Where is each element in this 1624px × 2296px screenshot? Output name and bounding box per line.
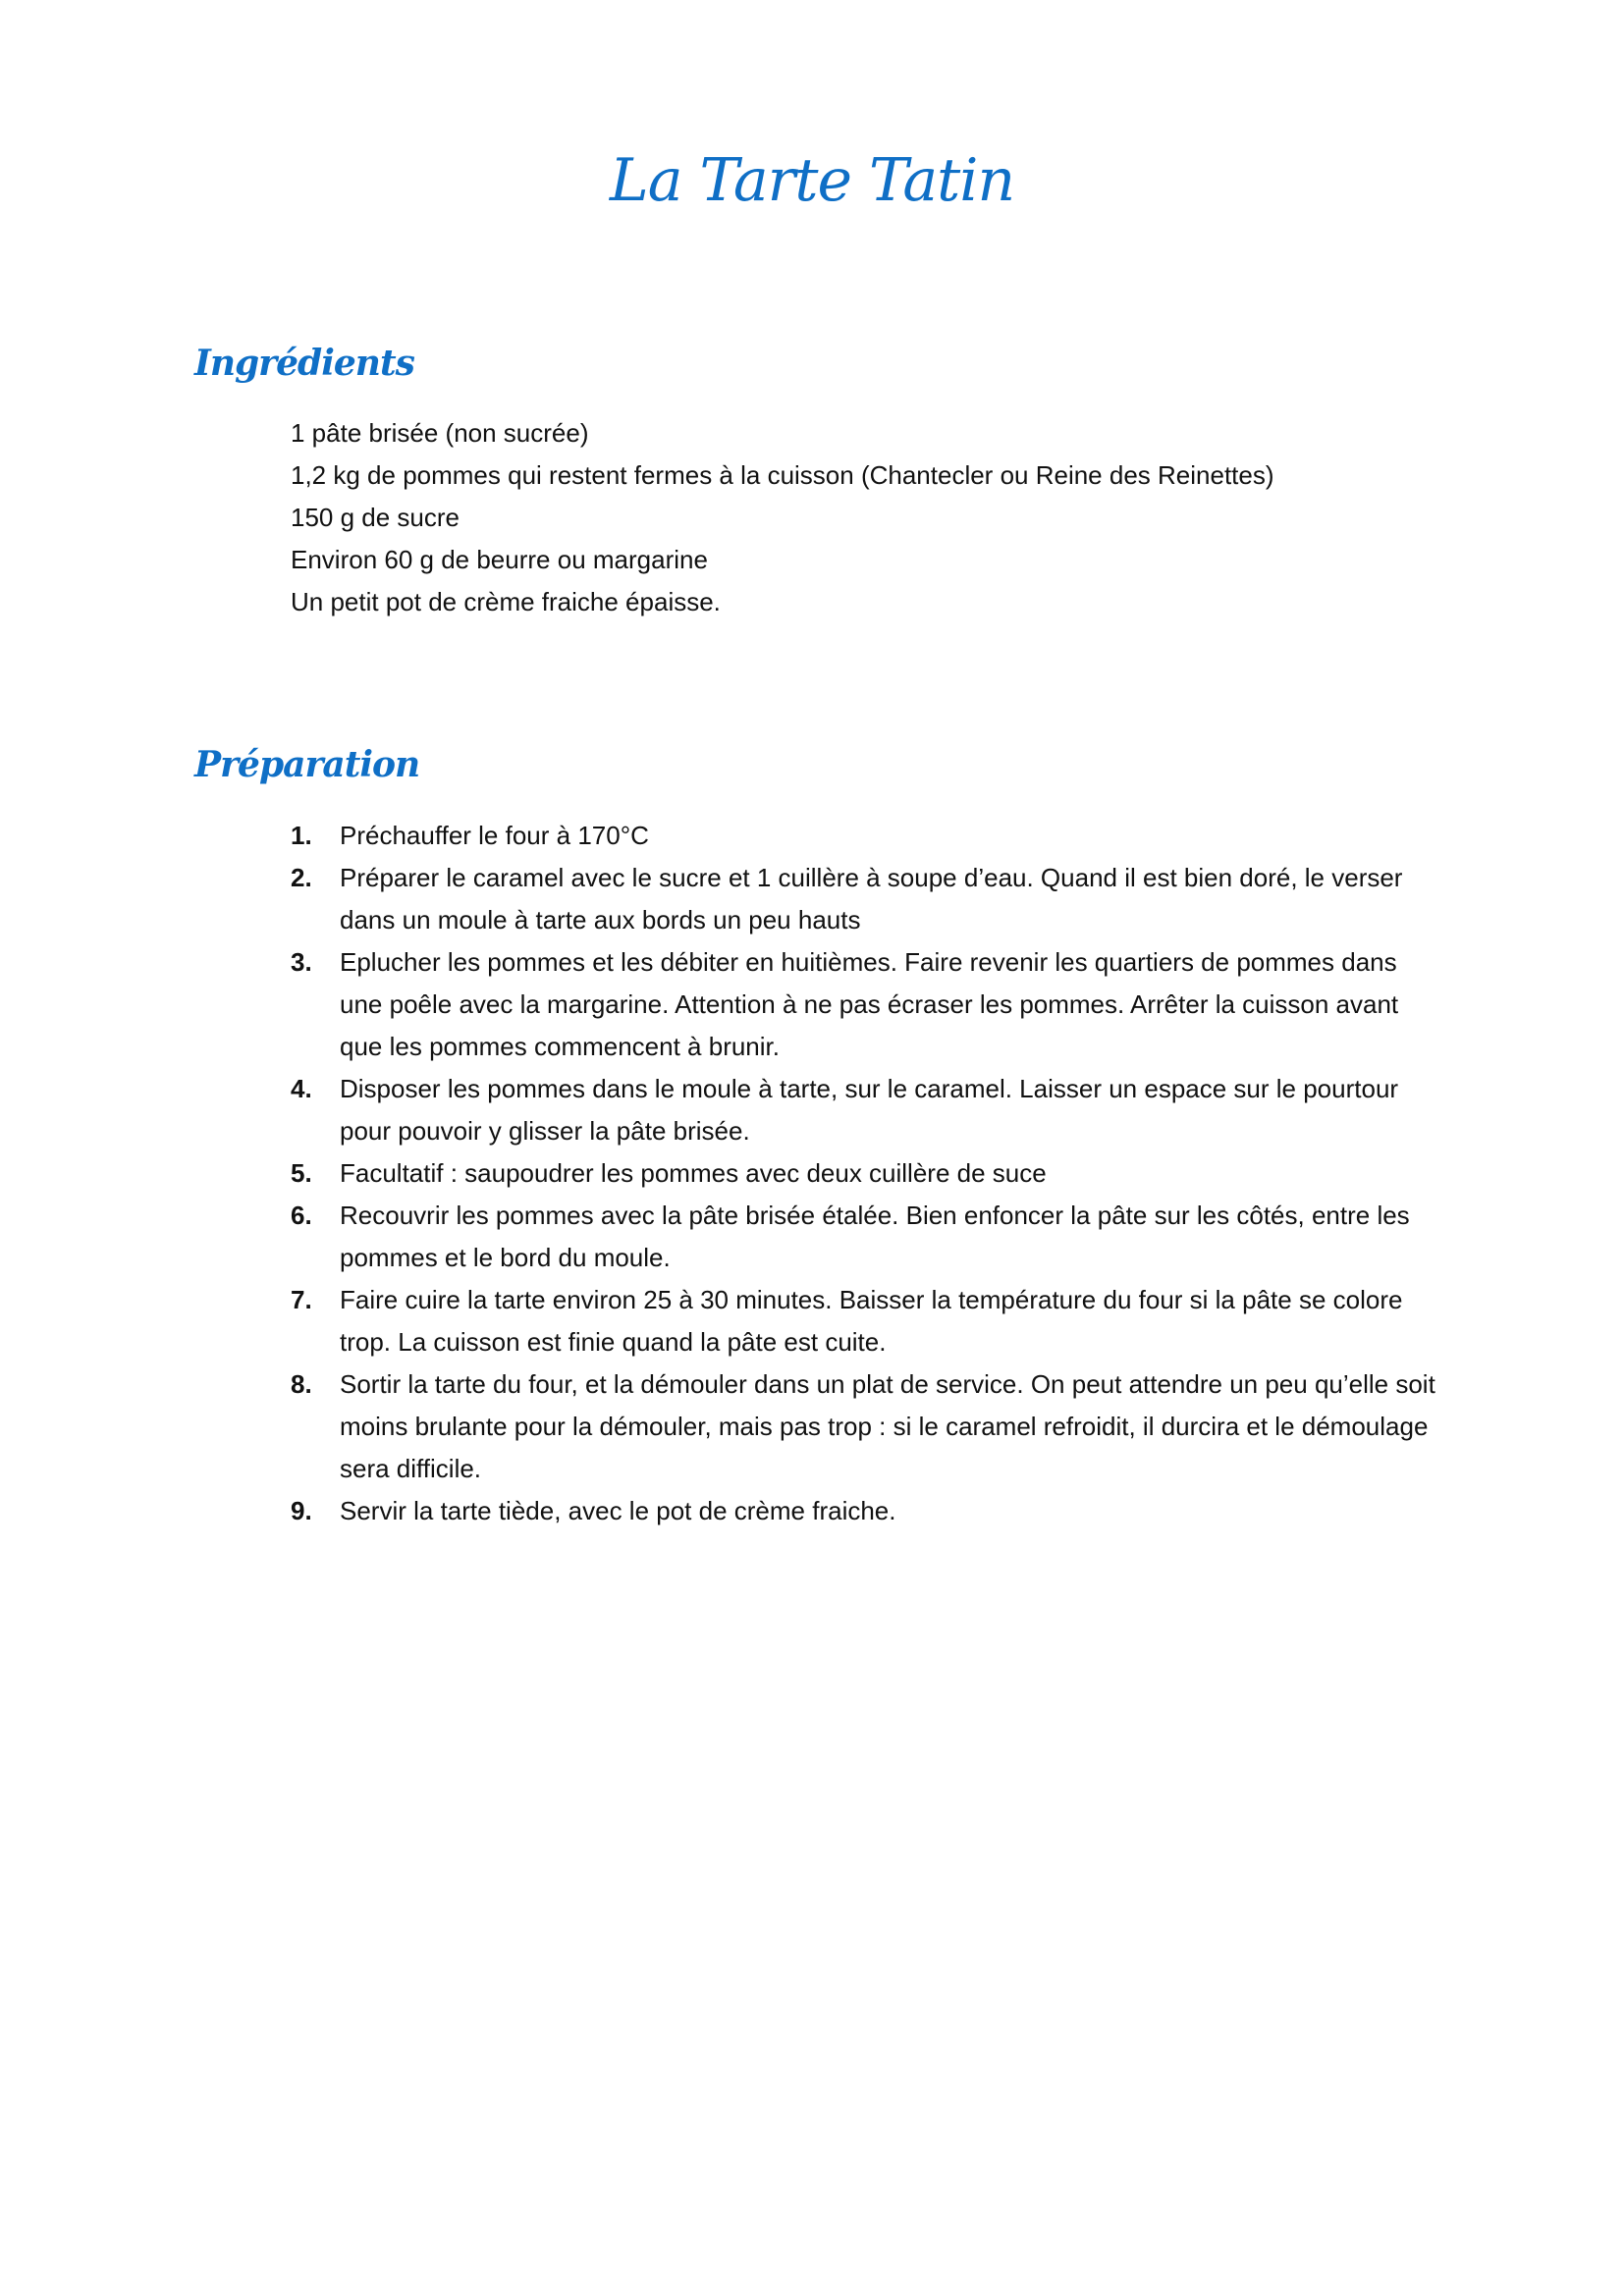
step-text: Eplucher les pommes et les débiter en huitièmes. Faire revenir les quartiers de pommes dans une poêle avec la margarine. Attention à ne pas écraser les pommes. Arrêter la cuisson avant que les pommes commencent à brunir. [340, 947, 1399, 1061]
preparation-step [291, 1490, 1439, 1532]
preparation-heading: Préparation [194, 744, 420, 785]
preparation-step [291, 1363, 1439, 1490]
preparation-step [291, 1279, 1439, 1363]
preparation-step [291, 1152, 1439, 1195]
preparation-step [291, 1068, 1439, 1152]
ingredient-item: Environ 60 g de beurre ou margarine [291, 545, 708, 574]
step-number: 8. [291, 1369, 312, 1399]
step-number: 5. [291, 1158, 312, 1188]
step-number: 1. [291, 821, 312, 850]
step-text: Faire cuire la tarte environ 25 à 30 minutes. Baisser la température du four si la pâte se colore trop. La cuisson est finie quand la pâte est cuite. [340, 1285, 1403, 1357]
page-title: La Tarte Tatin [609, 146, 1015, 215]
ingredient-item: 1,2 kg de pommes qui restent fermes à la cuisson (Chantecler ou Reine des Reinettes) [291, 460, 1274, 490]
ingredient-item: Un petit pot de crème fraiche épaisse. [291, 587, 721, 616]
preparation-step [291, 815, 1439, 857]
step-number: 6. [291, 1201, 312, 1230]
step-number: 4. [291, 1074, 312, 1103]
step-number: 7. [291, 1285, 312, 1314]
ingredient-item: 1 pâte brisée (non sucrée) [291, 418, 589, 448]
step-text: Recouvrir les pommes avec la pâte brisée étalée. Bien enfoncer la pâte sur les côtés, entre les pommes et le bord du moule. [340, 1201, 1410, 1272]
step-number: 9. [291, 1496, 312, 1525]
ingredients-list [291, 412, 1274, 623]
step-text: Facultatif : saupoudrer les pommes avec deux cuillère de suce [340, 1158, 1047, 1188]
step-text: Préchauffer le four à 170°C [340, 821, 649, 850]
ingredients-heading: Ingrédients [194, 343, 414, 384]
step-text: Sortir la tarte du four, et la démouler dans un plat de service. On peut attendre un peu qu’elle soit moins brulante pour la démouler, mais pas trop : si le caramel refroidit, il durcira et le démoulage sera difficile. [340, 1369, 1435, 1483]
step-text: Servir la tarte tiède, avec le pot de crème fraiche. [340, 1496, 896, 1525]
step-text: Disposer les pommes dans le moule à tarte, sur le caramel. Laisser un espace sur le pourtour pour pouvoir y glisser la pâte brisée. [340, 1074, 1399, 1146]
preparation-step [291, 1195, 1439, 1279]
preparation-step [291, 941, 1439, 1068]
step-text: Préparer le caramel avec le sucre et 1 cuillère à soupe d’eau. Quand il est bien doré, le verser dans un moule à tarte aux bords un peu hauts [340, 863, 1403, 934]
preparation-step [291, 857, 1439, 941]
step-number: 2. [291, 863, 312, 892]
ingredient-item: 150 g de sucre [291, 503, 460, 532]
step-number: 3. [291, 947, 312, 977]
preparation-steps-list [291, 815, 1439, 1532]
